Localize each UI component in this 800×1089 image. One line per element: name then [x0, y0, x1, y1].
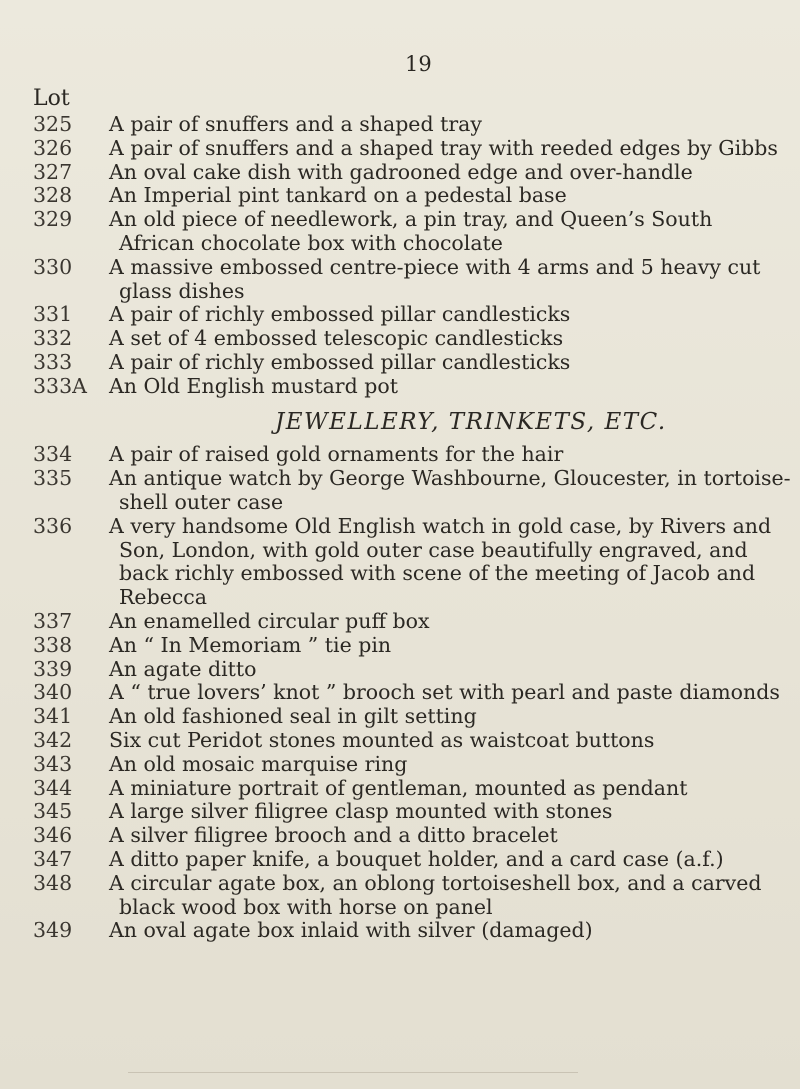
- lot-description: An antique watch by George Washbourne, Gloucester, in tortoise-shell outer case: [109, 466, 791, 514]
- lot-number: 346: [33, 823, 73, 848]
- lot-description: An Imperial pint tankard on a pedestal base: [109, 183, 567, 208]
- lot-number: 331: [33, 302, 73, 327]
- lot-number: 332: [33, 326, 73, 351]
- lot-description: A pair of snuffers and a shaped tray: [109, 112, 482, 136]
- lot-number: 329: [33, 207, 73, 232]
- lot-description: A pair of richly embossed pillar candlesticks: [109, 349, 571, 374]
- lot-number: 338: [33, 632, 73, 657]
- lot-number: 333: [33, 349, 73, 374]
- lot-number: 339: [33, 656, 73, 681]
- lot-column-header: Lot: [33, 86, 70, 111]
- lot-description: An old piece of needlework, a pin tray, and Queen’s South African chocolate box with chocolate: [109, 207, 713, 255]
- lot-description: A very handsome Old English watch in gold case, by Rivers and Son, London, with gold outer case beautifully engraved, and back richly embossed with scene of the meeting of Jacob and Rebecca: [109, 513, 772, 610]
- lot-description: Six cut Peridot stones mounted as waistcoat buttons: [109, 727, 655, 752]
- lot-item: [33, 848, 793, 872]
- lot-item: [33, 208, 793, 256]
- lot-number: 345: [33, 799, 73, 824]
- lot-description: A silver filigree brooch and a ditto bracelet: [109, 823, 558, 848]
- lot-description: An enamelled circular puff box: [109, 608, 430, 633]
- lot-description: An oval agate box inlaid with silver (damaged): [109, 918, 593, 943]
- lot-number: 326: [33, 135, 73, 160]
- lot-description: A pair of richly embossed pillar candlesticks: [109, 302, 571, 327]
- lot-item: [33, 515, 793, 610]
- lot-item: [33, 753, 793, 777]
- lot-description: An oval cake dish with gadrooned edge and over-handle: [109, 159, 693, 184]
- lot-description: An agate ditto: [109, 656, 257, 681]
- lot-number: 343: [33, 751, 73, 776]
- lot-item: [33, 375, 793, 399]
- lot-number: 340: [33, 680, 73, 705]
- section-heading: JEWELLERY, TRINKETS, ETC.: [275, 408, 667, 435]
- lot-description: A circular agate box, an oblong tortoiseshell box, and a carved black wood box with horse on panel: [109, 870, 762, 919]
- lot-number: 327: [33, 159, 73, 184]
- lot-item: [33, 303, 793, 327]
- lot-number: 333A: [33, 373, 87, 398]
- lot-item: [33, 137, 793, 161]
- lot-number: 336: [33, 513, 73, 538]
- lot-number: 325: [33, 112, 73, 136]
- lot-item: [33, 161, 793, 185]
- lot-description: A miniature portrait of gentleman, mounted as pendant: [109, 775, 688, 800]
- lot-number: 334: [33, 442, 73, 467]
- lot-item: [33, 872, 793, 920]
- lot-list: [33, 113, 793, 943]
- lot-item: [33, 184, 793, 208]
- lot-description: A pair of snuffers and a shaped tray with reeded edges by Gibbs: [109, 135, 778, 160]
- lot-description: A set of 4 embossed telescopic candlesticks: [109, 326, 564, 351]
- lot-item: [33, 610, 793, 634]
- lot-list-jewellery: [33, 443, 793, 943]
- lot-description: A massive embossed centre-piece with 4 arms and 5 heavy cut glass dishes: [109, 254, 761, 303]
- lot-number: 335: [33, 466, 73, 491]
- lot-item: [33, 327, 793, 351]
- page-number: 19: [405, 52, 432, 76]
- lot-item: [33, 705, 793, 729]
- lot-number: 328: [33, 183, 73, 208]
- lot-item: [33, 777, 793, 801]
- lot-description: An old mosaic marquise ring: [109, 751, 408, 776]
- lot-description: A “ true lovers’ knot ” brooch set with pearl and paste diamonds: [109, 680, 780, 705]
- lot-item: [33, 467, 793, 515]
- lot-item: [33, 256, 793, 304]
- lot-item: [33, 634, 793, 658]
- lot-list-silver: [33, 113, 793, 399]
- lot-item: [33, 919, 793, 943]
- lot-number: 344: [33, 775, 73, 800]
- lot-number: 348: [33, 870, 73, 895]
- lot-item: [33, 729, 793, 753]
- lot-description: An Old English mustard pot: [109, 373, 398, 398]
- lot-description: A pair of raised gold ornaments for the hair: [109, 442, 564, 467]
- lot-number: 330: [33, 254, 73, 279]
- lot-item: [33, 681, 793, 705]
- lot-number: 347: [33, 846, 73, 871]
- lot-description: An old fashioned seal in gilt setting: [109, 704, 477, 729]
- lot-number: 342: [33, 727, 73, 752]
- lot-item: [33, 443, 793, 467]
- lot-number: 349: [33, 918, 73, 943]
- lot-item: [33, 824, 793, 848]
- lot-description: An “ In Memoriam ” tie pin: [109, 632, 392, 657]
- lot-description: A large silver filigree clasp mounted with stones: [109, 799, 613, 824]
- lot-item: [33, 658, 793, 682]
- lot-item: [33, 351, 793, 375]
- lot-number: 341: [33, 704, 73, 729]
- lot-description: A ditto paper knife, a bouquet holder, and a card case (a.f.): [109, 846, 724, 871]
- page-bottom-rule: [128, 1072, 578, 1073]
- lot-item: [33, 800, 793, 824]
- lot-item: [33, 113, 793, 137]
- lot-number: 337: [33, 608, 73, 633]
